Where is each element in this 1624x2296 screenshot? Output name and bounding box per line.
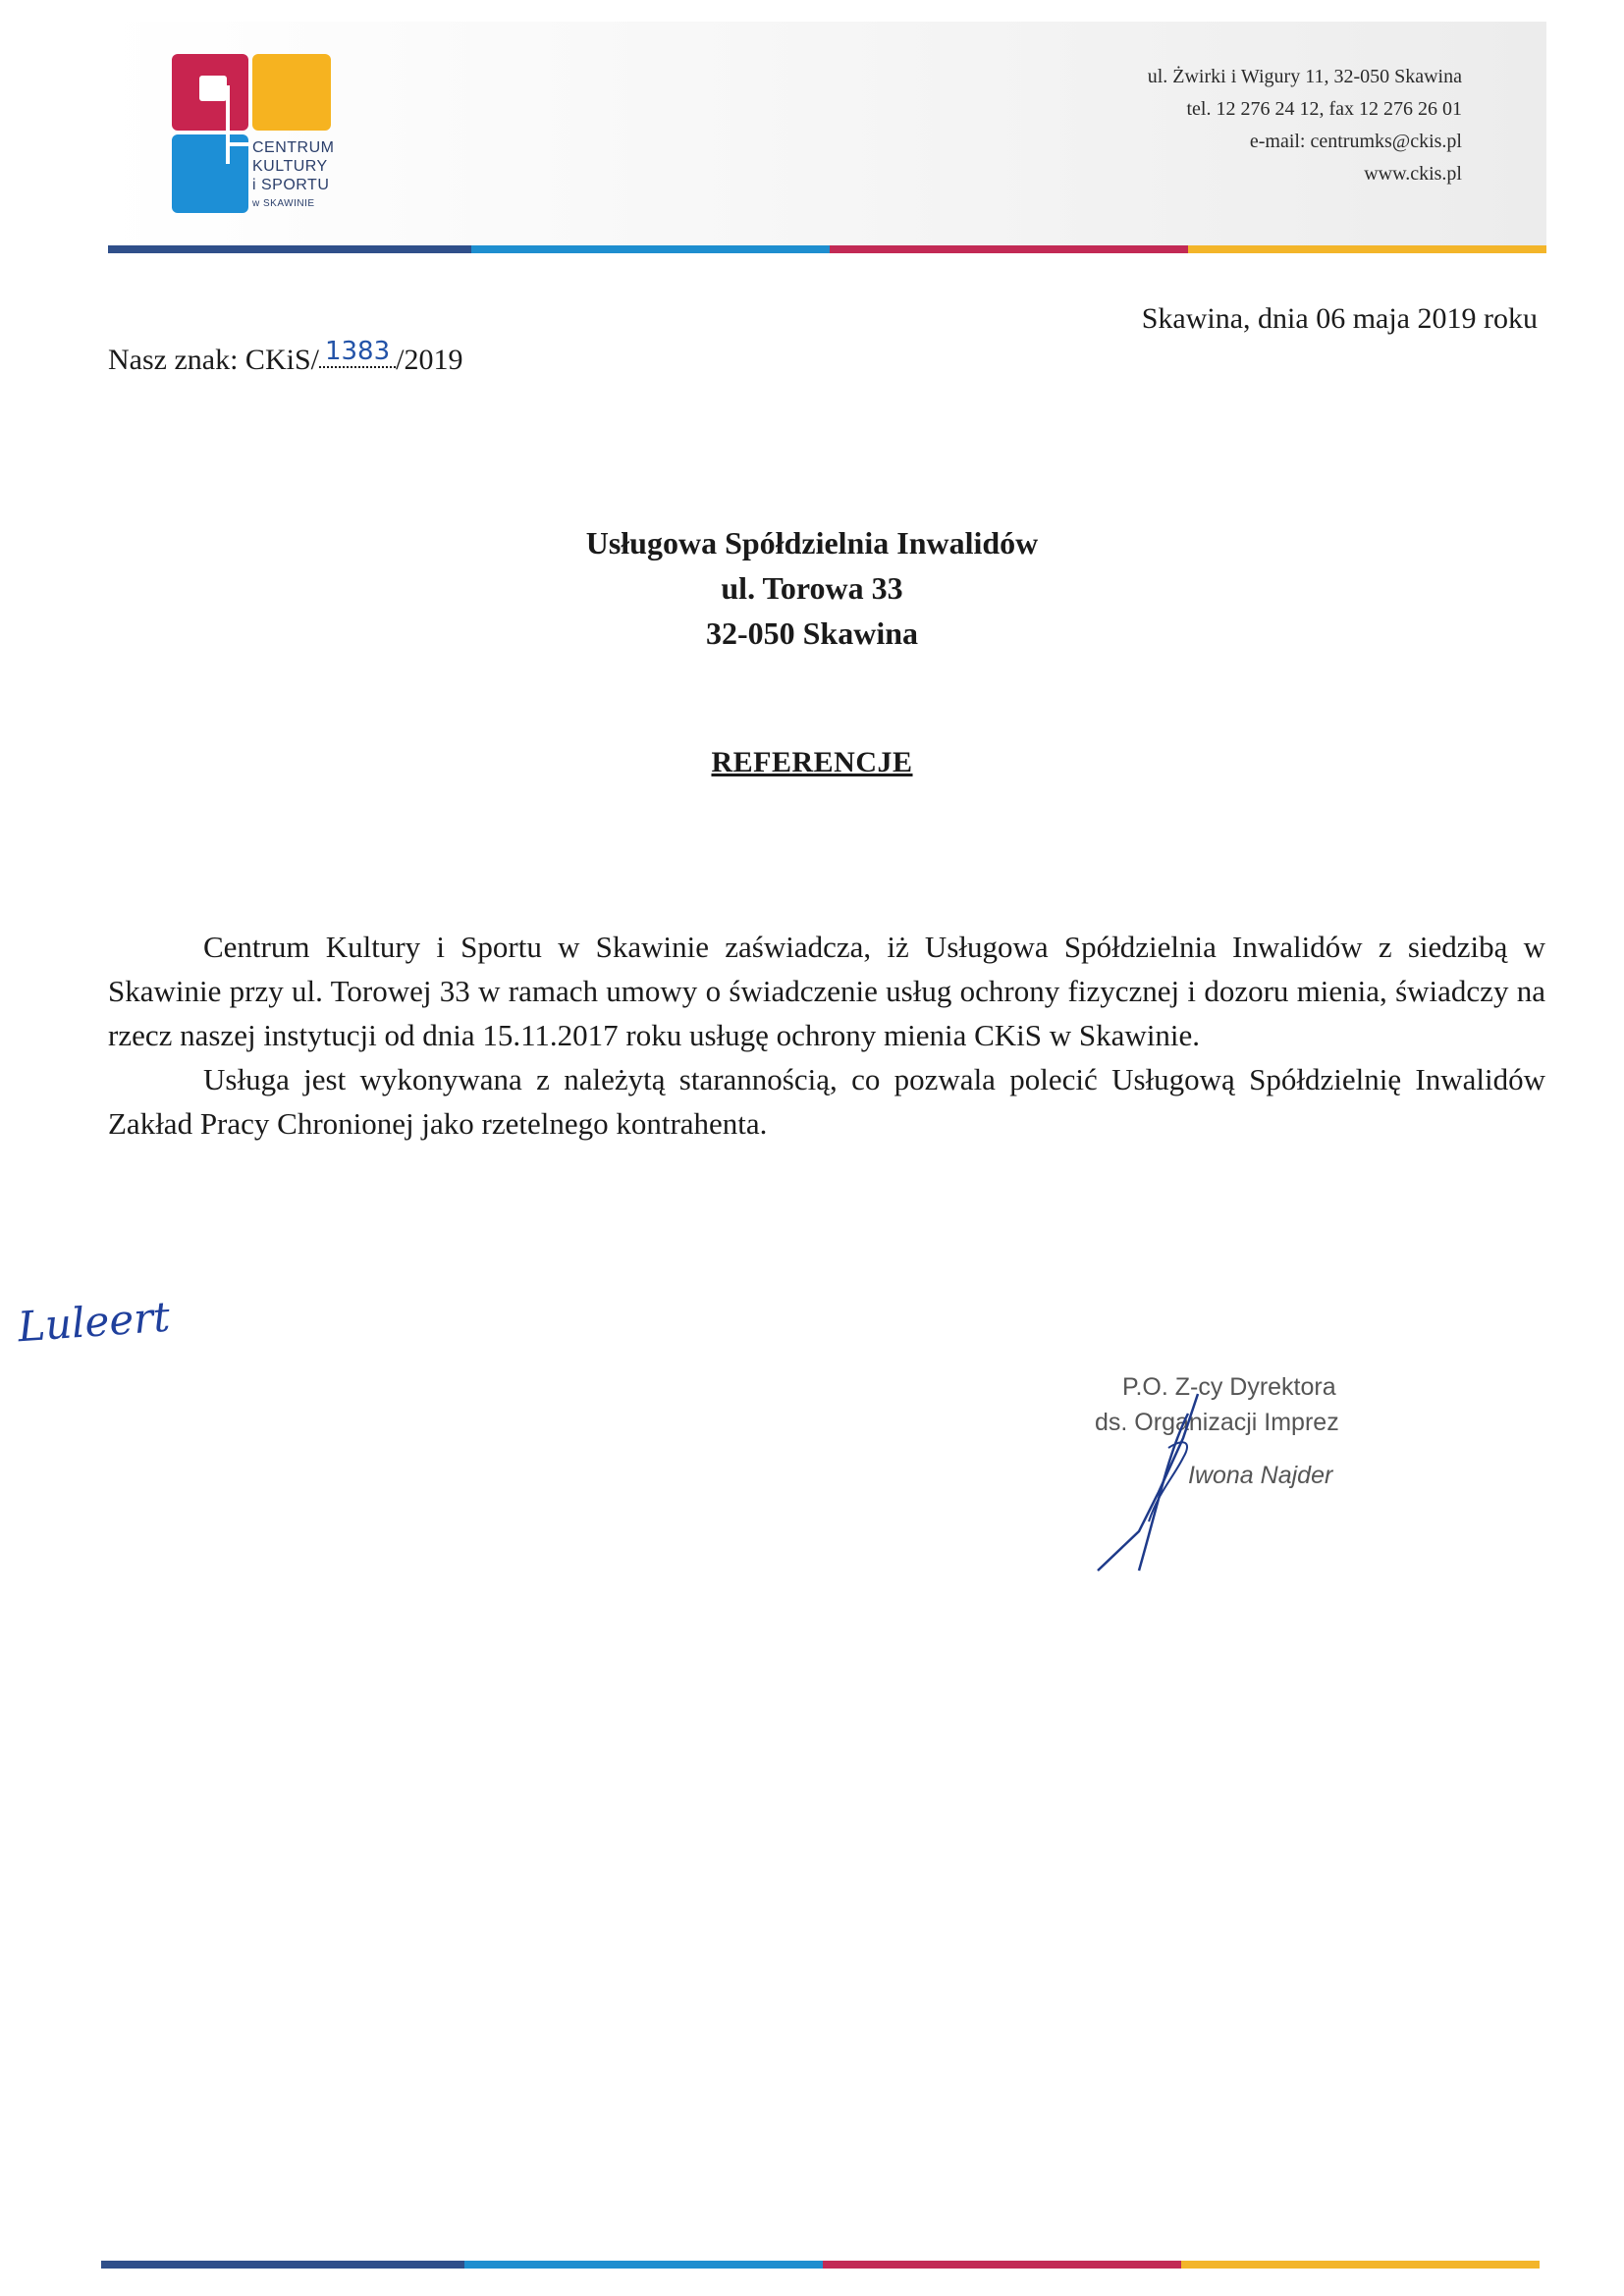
header-color-stripe xyxy=(108,245,1546,253)
logo-text-line: KULTURY xyxy=(252,158,328,175)
reference-number xyxy=(108,337,463,377)
contact-address: ul. Żwirki i Wigury 11, 32-050 Skawina xyxy=(1147,66,1462,87)
body-paragraph: Usługa jest wykonywana z należytą starannością, co pozwala polecić Usługową Spółdzielnię Inwalidów Zakład Pracy Chronionej jako rzetelnego kontrahenta. xyxy=(108,1062,1545,1141)
recipient-city: 32-050 Skawina xyxy=(705,615,919,651)
contact-phone: tel. 12 276 24 12, fax 12 276 26 01 xyxy=(1186,98,1462,120)
recipient-street: ul. Torowa 33 xyxy=(721,570,903,606)
logo-text-line: w SKAWINIE xyxy=(252,198,315,209)
logo-blue-square xyxy=(172,134,248,213)
stamp-line: P.O. Z-cy Dyrektora xyxy=(1122,1373,1336,1401)
contact-email: e-mail: centrumks@ckis.pl xyxy=(1249,131,1462,152)
body-paragraph: Centrum Kultury i Sportu w Skawinie zaświadcza, iż Usługowa Spółdzielnia Inwalidów z siedzibą w Skawinie przy ul. Torowej 33 w ramach umowy o świadczenie usług ochrony fizycznej i dozoru mienia, świadczy na rzecz naszej instytucji od dnia 15.11.2017 roku usługę ochrony mienia CKiS w Skawinie. xyxy=(108,930,1545,1052)
letter-date: Skawina, dnia 06 maja 2019 roku xyxy=(1141,302,1538,335)
handwritten-initials: Luleert xyxy=(16,1292,172,1352)
logo-orange-square xyxy=(252,54,331,131)
handwritten-signature xyxy=(1090,1384,1227,1580)
recipient-name: Usługowa Spółdzielnia Inwalidów xyxy=(585,525,1039,561)
reference-prefix: Nasz znak: CKiS/ xyxy=(108,344,319,376)
recipient-address xyxy=(0,520,1624,656)
stamp-line: ds. Organizacji Imprez xyxy=(1095,1409,1339,1436)
footer-color-stripe xyxy=(101,2261,1540,2269)
reference-handwritten-number: 1383 xyxy=(319,337,396,368)
logo-text xyxy=(252,138,335,213)
stamp-name: Iwona Najder xyxy=(1188,1462,1333,1489)
letterhead-contact xyxy=(1148,61,1462,190)
ckis-logo xyxy=(172,54,339,216)
logo-text-line: i SPORTU xyxy=(252,177,330,193)
logo-line xyxy=(226,85,230,164)
letter-body xyxy=(108,925,1545,1146)
contact-website: www.ckis.pl xyxy=(1364,163,1462,185)
logo-text-line: CENTRUM xyxy=(252,139,335,156)
letter-title: REFERENCJE xyxy=(711,746,913,778)
logo-white-mark xyxy=(199,76,227,101)
reference-suffix: /2019 xyxy=(396,344,463,376)
